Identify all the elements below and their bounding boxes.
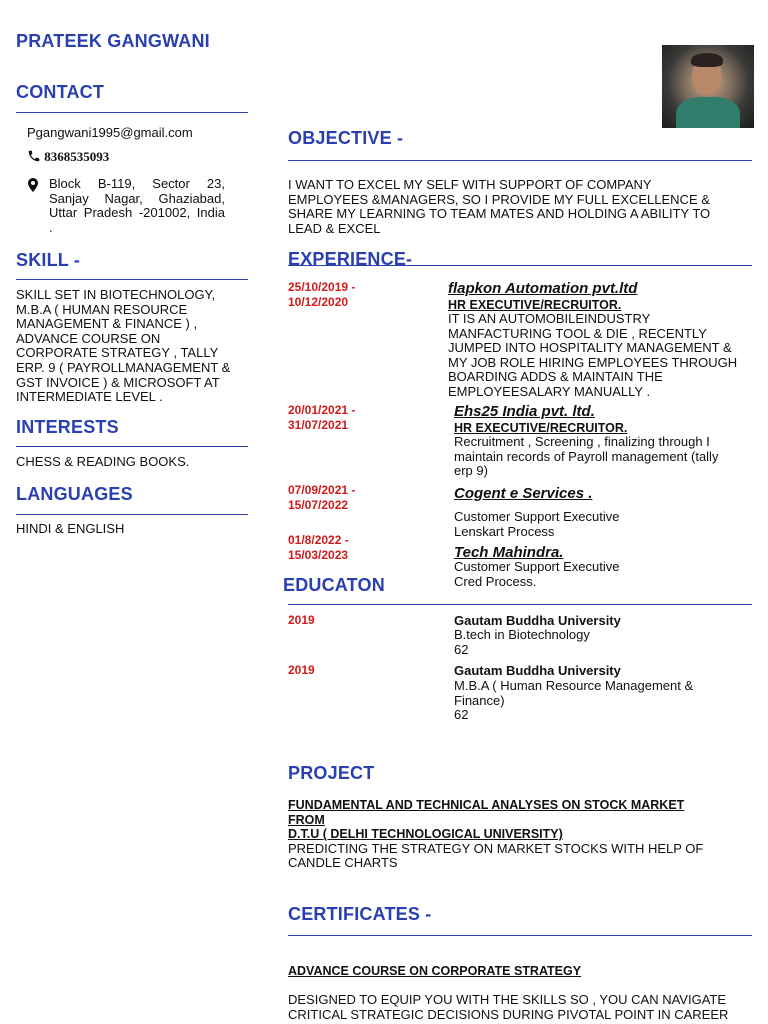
- job-2-company: Ehs25 India pvt. ltd.: [454, 403, 595, 420]
- education-1-university: Gautam Buddha University: [454, 613, 621, 628]
- skill-text: SKILL SET IN BIOTECHNOLOGY, M.B.A ( HUMAN RESOURCE MANAGEMENT & FINANCE ) , ADVANCE COURSE ON CORPORATE STRATEGY , TALLY ERP. 9 ( PAYROLLMANAGEMENT & GST INVOICE ) & MICROSOFT AT INTERMEDIATE LEVEL .: [16, 287, 231, 405]
- interests-heading: INTERESTS: [16, 417, 119, 437]
- job-1-role: HR EXECUTIVE/RECRUITOR.: [448, 298, 622, 312]
- job-2-role: HR EXECUTIVE/RECRUITOR.: [454, 421, 628, 435]
- certificate-title: ADVANCE COURSE ON CORPORATE STRATEGY: [288, 964, 582, 978]
- address: Block B-119, Sector 23, Sanjay Nagar, Ghaziabad, Uttar Pradesh -201002, India .: [49, 176, 225, 235]
- job-1-company: flapkon Automation pvt.ltd: [448, 280, 638, 297]
- experience-heading: EXPERIENCE-: [288, 249, 413, 269]
- job-4-dates: 01/8/2022 - 15/03/2023: [288, 533, 349, 562]
- objective-text: I WANT TO EXCEL MY SELF WITH SUPPORT OF COMPANY EMPLOYEES &MANAGERS, SO I PROVIDE MY FULL EXCELLENCE & SHARE MY LEARNING TO TEAM MATES AND HOLDING A ABILITY TO LEAD & EXCEL: [288, 177, 711, 236]
- education-divider: [288, 604, 752, 605]
- objective-divider: [288, 160, 752, 161]
- education-1-details: B.tech in Biotechnology 62: [454, 627, 590, 657]
- interests-text: CHESS & READING BOOKS.: [16, 454, 190, 469]
- project-title: FUNDAMENTAL AND TECHNICAL ANALYSES ON STOCK MARKET: [288, 798, 685, 812]
- project-content: FUNDAMENTAL AND TECHNICAL ANALYSES ON STOCK MARKET FROM D.T.U ( DELHI TECHNOLOGICAL UNIVERSITY) PREDICTING THE STRATEGY ON MARKET STOCKS WITH HELP OF CANDLE CHARTS: [288, 798, 754, 871]
- job-2-dates: 20/01/2021 - 31/07/2021: [288, 403, 356, 432]
- contact-heading: CONTACT: [16, 82, 105, 102]
- job-3-company: Cogent e Services .: [454, 485, 593, 502]
- education-2-year: 2019: [288, 663, 315, 677]
- project-heading: PROJECT: [288, 763, 375, 783]
- languages-text: HINDI & ENGLISH: [16, 521, 125, 536]
- education-2-details: M.B.A ( Human Resource Management & Finance) 62: [454, 678, 694, 723]
- profile-photo: [662, 45, 754, 128]
- education-1-year: 2019: [288, 613, 315, 627]
- education-heading: EDUCATON: [283, 575, 385, 595]
- project-institute: D.T.U ( DELHI TECHNOLOGICAL UNIVERSITY): [288, 827, 563, 842]
- contact-divider: [16, 112, 248, 113]
- resume-name: PRATEEK GANGWANI: [16, 31, 210, 51]
- job-1-dates: 25/10/2019 - 10/12/2020: [288, 280, 356, 309]
- job-2-description: Recruitment , Screening , finalizing through I maintain records of Payroll management (tally erp 9): [454, 434, 719, 479]
- phone-number: 8368535093: [44, 149, 110, 164]
- job-3-dates: 07/09/2021 - 15/07/2022: [288, 483, 356, 512]
- certificates-divider: [288, 935, 752, 936]
- job-4-company: Tech Mahindra.: [454, 544, 564, 561]
- objective-heading: OBJECTIVE -: [288, 128, 404, 148]
- location-pin-icon: [27, 178, 39, 197]
- job-1-description: IT IS AN AUTOMOBILEINDUSTRY MANFACTURING TOOL & DIE , RECENTLY JUMPED INTO HOSPITALITY MANAGEMENT & MY JOB ROLE HIRING EMPLOYEES THROUGH BOARDING ADDS & MAINTAIN THE EMPLOYEESALARY MANUALLY .: [448, 311, 738, 399]
- skill-divider: [16, 279, 248, 280]
- languages-divider: [16, 514, 248, 515]
- skill-heading: SKILL -: [16, 250, 81, 270]
- experience-divider: [288, 265, 752, 266]
- education-2-university: Gautam Buddha University: [454, 663, 621, 678]
- email-link[interactable]: Pgangwani1995@gmail.com: [27, 125, 193, 140]
- interests-divider: [16, 446, 248, 447]
- certificates-heading: CERTIFICATES -: [288, 904, 432, 924]
- job-4-description: Customer Support Executive Cred Process.: [454, 559, 620, 589]
- phone-icon: [27, 149, 41, 167]
- certificate-description: DESIGNED TO EQUIP YOU WITH THE SKILLS SO , YOU CAN NAVIGATE CRITICAL STRATEGIC DECISIONS DURING PIVOTAL POINT IN CAREER: [288, 992, 729, 1022]
- job-3-description: Customer Support Executive Lenskart Process: [454, 509, 620, 539]
- phone-row: [27, 149, 109, 167]
- languages-heading: LANGUAGES: [16, 484, 133, 504]
